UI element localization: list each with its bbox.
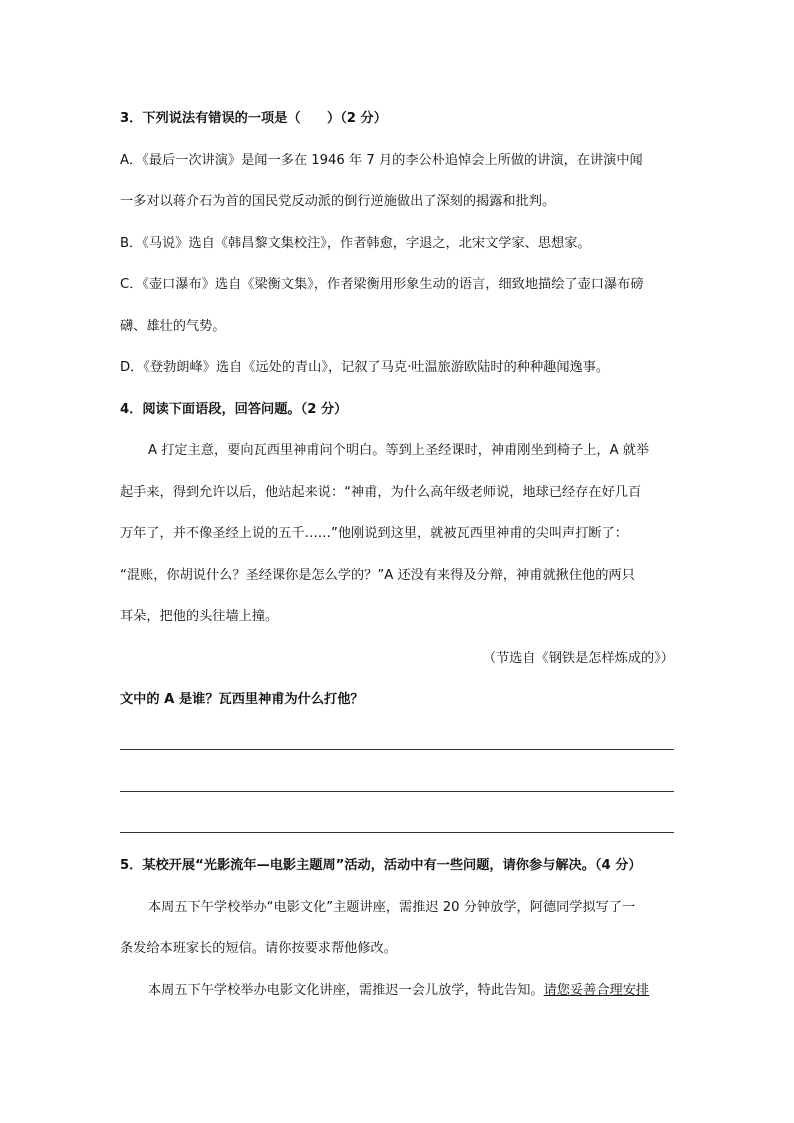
q4-passage-line5: 耳朵，把他的头往墙上撞。 [120, 609, 279, 624]
q3-option-a-line1: A．《最后一次讲演》是闻一多在 1946 年 7 月的李公朴追悼会上所做的讲演，在讲演中闻 [120, 153, 643, 168]
q5-passage-line1: 本周五下午学校举办“电影文化”主题讲座，需推迟 20 分钟放学，阿德同学拟写了一 [148, 900, 636, 915]
q3-option-b: B．《马说》选自《韩昌黎文集校注》，作者韩愈，字退之，北宋文学家、思想家。 [120, 236, 591, 251]
q3-option-d: D．《登勃朗峰》选自《远处的青山》，记叙了马克·吐温旅游欧陆时的种种趣闻逸事。 [120, 360, 610, 375]
q3-option-c-line1: C．《壶口瀑布》选自《梁衡文集》，作者梁衡用形象生动的语言，细致地描绘了壶口瀑布磅 [120, 277, 644, 292]
q4-passage-line4: “混账，你胡说什么？圣经课你是怎么学的？”A 还没有来得及分辩，神甫就揪住他的两只 [120, 568, 635, 583]
q4-stem: 4．阅读下面语段，回答问题。（2 分） [120, 402, 348, 417]
q3-option-c-line2: 礴、雄壮的气势。 [120, 319, 226, 334]
q4-question: 文中的 A 是谁？瓦西里神甫为什么打他？ [120, 692, 364, 707]
q4-passage-line2: 起手来，得到允许以后，他站起来说：“神甫，为什么高年级老师说，地球已经存在好几百 [120, 485, 642, 500]
answer-line-3[interactable] [120, 832, 674, 833]
q4-passage-line1: A 打定主意，要向瓦西里神甫问个明白。等到上圣经课时，神甫刚坐到椅子上，A 就举 [148, 443, 650, 458]
q5-passage-line2: 条发给本班家长的短信。请你按要求帮他修改。 [120, 941, 397, 956]
answer-line-1[interactable] [120, 749, 674, 750]
q5-sms-underlined: 请您妥善合理安排 [543, 983, 650, 998]
q5-sms-draft [148, 981, 676, 1001]
q5-stem: 5．某校开展“光影流年—电影主题周”活动，活动中有一些问题，请你参与解决。（4 分） [120, 858, 642, 873]
q3-option-a-line2: 一多对以蒋介石为首的国民党反动派的倒行逆施做出了深刻的揭露和批判。 [120, 194, 556, 209]
q5-sms-plain: 本周五下午学校举办电影文化讲座，需推迟一会儿放学，特此告知。 [148, 983, 544, 998]
q4-source: （节选自《钢铁是怎样炼成的》） [482, 651, 674, 666]
q4-passage-line3: 万年了，并不像圣经上说的五千……”他刚说到这里，就被瓦西里神甫的尖叫声打断了： [120, 526, 628, 541]
answer-line-2[interactable] [120, 791, 674, 792]
q3-stem: 3．下列说法有错误的一项是（ ）（2 分） [120, 111, 387, 126]
